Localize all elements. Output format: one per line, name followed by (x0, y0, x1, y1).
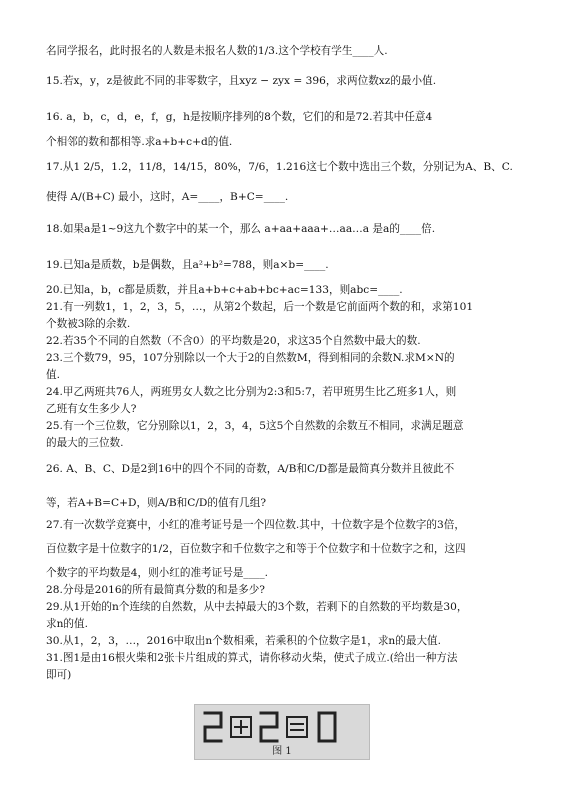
text-line: 乙班有女生多少人? (46, 403, 137, 415)
text-line: 即可) (46, 669, 72, 681)
text-line: 个数被3除的余数. (46, 318, 131, 330)
problem-15: 15.若x，y，z是彼此不同的非零数字，且xyz − zyx = 396，求两位数xz的最小值. (46, 75, 437, 87)
text-line: 个相邻的数和都相等.求a+b+c+d的值. (46, 136, 233, 148)
problem-20: 20.已知a，b，c都是质数，并且a+b+c+ab+bc+ac=133，则abc=____. (46, 284, 403, 296)
problem-27: 27.有一次数学竞赛中，小红的准考证号是一个四位数.其中，十位数字是个位数字的3倍， (46, 519, 465, 531)
text-line: 使得 A/(B+C) 最小，这时，A=____，B+C=____. (46, 191, 289, 203)
text-line: 名同学报名，此时报名的人数是未报名人数的1/3.这个学校有学生____人. (46, 45, 388, 57)
figure-caption: 图 1 (272, 746, 292, 757)
text-line: 百位数字是十位数字的1/2，百位数字和千位数字之和等于个位数字和十位数字之和，这四 (46, 543, 466, 555)
problem-31: 31.图1是由16根火柴和2张卡片组成的算式，请你移动火柴，使式子成立.(给出一种方法 (46, 652, 458, 664)
problem-17: 17.从1 2/5，1.2，11/8，14/15，80%，7/6，1.216这七个数中选出三个数，分别记为A、B、C. (46, 161, 513, 173)
problem-22: 22.若35个不同的自然数（不含0）的平均数是20，求这35个自然数中最大的数. (46, 335, 421, 347)
text-line: 等，若A+B=C+D，则A/B和C/D的值有几组? (46, 497, 267, 509)
problem-29: 29.从1开始的n个连续的自然数，从中去掉最大的3个数，若剩下的自然数的平均数是30， (46, 601, 468, 613)
text-line: 个数字的平均数是4，则小红的准考证号是____. (46, 567, 268, 579)
problem-18: 18.如果a是1~9这九个数字中的某一个，那么 a+aa+aaa+…aa…a 是a的____倍. (46, 223, 436, 235)
problem-23: 23.三个数79，95，107分别除以一个大于2的自然数M，得到相同的余数N.求M×N的 (46, 352, 455, 364)
problem-30: 30.从1，2，3，…，2016中取出n个数相乘，若乘积的个位数字是1，求n的最大值. (46, 635, 441, 647)
text-line: 求n的值. (46, 618, 88, 630)
problem-28: 28.分母是2016的所有最简真分数的和是多少? (46, 584, 265, 596)
matchstick-figure (194, 704, 370, 760)
problem-25: 25.有一个三位数，它分别除以1，2，3，4，5这5个自然数的余数互不相同，求满足题意 (46, 420, 464, 432)
problem-21: 21.有一列数1，1，2，3，5，…，从第2个数起，后一个数是它前面两个数的和，求第101 (46, 301, 474, 313)
problem-26: 26. A、B、C、D是2到16中的四个不同的奇数，A/B和C/D都是最简真分数并且彼此不 (46, 463, 455, 475)
problem-16: 16. a，b，c，d，e，f，g，h是按顺序排列的8个数，它们的和是72.若其中任意4 (46, 111, 433, 123)
problem-24: 24.甲乙两班共76人，两班男女人数之比分别为2:3和5:7，若甲班男生比乙班多1人，则 (46, 386, 457, 398)
text-line: 值. (46, 369, 60, 381)
text-line: 的最大的三位数. (46, 437, 124, 449)
problem-19: 19.已知a是质数，b是偶数，且a²+b²=788，则a×b=____. (46, 259, 329, 271)
